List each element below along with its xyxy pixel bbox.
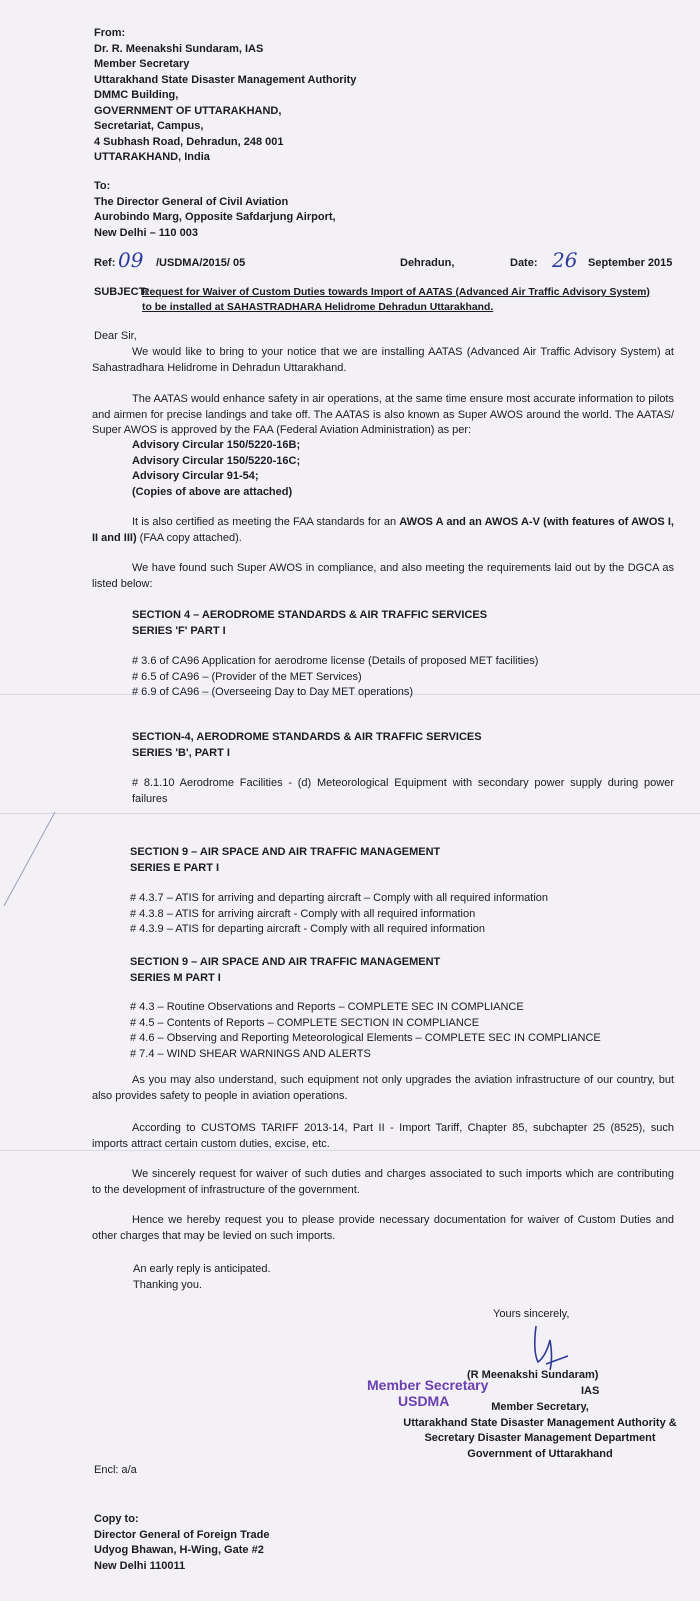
to-line: Aurobindo Marg, Opposite Safdarjung Airport, <box>94 211 336 223</box>
from-block <box>94 26 356 166</box>
from-line: GOVERNMENT OF UTTARAKHAND, <box>94 104 282 117</box>
section-series: SERIES E PART I <box>130 861 220 874</box>
date-month-year: September 2015 <box>588 257 673 269</box>
section-item: # 4.3.7 – ATIS for arriving and departing aircraft – Comply with all required information <box>130 892 548 904</box>
circular-item: Advisory Circular 150/5220-16C; <box>132 454 301 467</box>
section-heading <box>132 730 482 761</box>
section-series: SERIES 'F' PART I <box>132 624 226 637</box>
section-item: # 6.5 of CA96 – (Provider of the MET Services) <box>132 670 362 683</box>
section-item: # 4.5 – Contents of Reports – COMPLETE SECTION IN COMPLIANCE <box>130 1016 480 1029</box>
from-heading: From: <box>94 27 126 39</box>
thanking: Thanking you. <box>133 1278 203 1291</box>
paragraph: We sincerely request for waiver of such duties and charges associated to such imports which are contributing to the development of infrastructure of the government. <box>92 1168 674 1196</box>
section-items <box>130 1000 601 1062</box>
section-item: # 4.6 – Observing and Reporting Meteorological Elements – COMPLETE SEC IN COMPLIANCE <box>130 1032 601 1044</box>
subject-line: to be installed at SAHASTRADHARA Helidrome Dehradun Uttarakhand. <box>142 302 494 313</box>
from-line: Dr. R. Meenakshi Sundaram, IAS <box>94 42 264 55</box>
section-heading <box>132 608 487 639</box>
copy-to-block <box>94 1512 269 1574</box>
section-title: SECTION-4, AERODROME STANDARDS & AIR TRAFFIC SERVICES <box>132 731 482 743</box>
section-item: # 4.3 – Routine Observations and Reports – COMPLETE SEC IN COMPLIANCE <box>130 1001 524 1013</box>
ref-rest: /USDMA/2015/ 05 <box>156 257 246 269</box>
copy-to-line: Director General of Foreign Trade <box>94 1528 270 1541</box>
paragraph: We would like to bring to your notice that we are installing AATAS (Advanced Air Traffic Advisory System) at Sahastradhara Helidrome in Dehradun Uttarakhand. <box>92 346 674 374</box>
to-block <box>94 179 336 241</box>
early-reply: An early reply is anticipated. <box>133 1263 271 1275</box>
paragraph: According to CUSTOMS TARIFF 2013-14, Part II - Import Tariff, Chapter 85, subchapter 25 (8525), such imports attract certain custom duties, excise, etc. <box>92 1122 674 1150</box>
closing-lines <box>133 1262 271 1293</box>
copy-to-line: Udyog Bhawan, H-Wing, Gate #2 <box>94 1544 264 1556</box>
ref-label: Ref: <box>94 257 116 269</box>
section-item: # 4.3.8 – ATIS for arriving aircraft - Comply with all required information <box>130 907 476 920</box>
paragraph: The AATAS would enhance safety in air operations, at the same time ensure most accurate information to pilots and airmen for precise landings and take off. The AATAS is also known as Super AWOS around the world. The AATAS/ Super AWOS is approved by the FAA (Federal Aviation Administration) as per: <box>92 393 674 436</box>
to-heading: To: <box>94 180 111 192</box>
paragraph: Hence we hereby request you to please provide necessary documentation for waiver of Custom Duties and other charges that may be levied on such imports. <box>92 1214 674 1242</box>
from-line: Secretariat, Campus, <box>94 120 204 132</box>
cert-text: (FAA copy attached). <box>136 531 242 544</box>
scan-artifact <box>0 813 700 814</box>
ref-place: Dehradun, <box>400 257 455 269</box>
section-items <box>132 654 538 701</box>
signatory-line: Member Secretary, <box>491 1401 589 1413</box>
stamp-member-secretary: Member Secretary <box>367 1377 489 1393</box>
signatory-line: Uttarakhand State Disaster Management Authority & <box>403 1416 677 1429</box>
ref-number-handwritten: 09 <box>118 248 144 272</box>
yours-sincerely: Yours sincerely, <box>493 1308 570 1320</box>
salutation: Dear Sir, <box>94 330 137 342</box>
section-item: # 7.4 – WIND SHEAR WARNINGS AND ALERTS <box>130 1047 371 1060</box>
from-line: 4 Subhash Road, Dehradun, 248 001 <box>94 135 284 148</box>
section-heading <box>130 845 440 876</box>
subject-label: SUBJECT: <box>94 286 148 298</box>
circular-item: (Copies of above are attached) <box>132 485 293 498</box>
from-line: UTTARAKHAND, India <box>94 151 210 163</box>
date-label: Date: <box>510 257 538 269</box>
paragraph-certification <box>92 515 674 546</box>
signatory-line: Government of Uttarakhand <box>467 1447 613 1460</box>
signatory-ias: IAS <box>581 1385 600 1397</box>
stamp-usdma: USDMA <box>398 1393 450 1409</box>
circular-item: Advisory Circular 150/5220-16B; <box>132 439 301 451</box>
section-item: # 8.1.10 Aerodrome Facilities - (d) Meteorological Equipment with secondary power supply during power failures <box>132 777 674 805</box>
section-title: SECTION 9 – AIR SPACE AND AIR TRAFFIC MANAGEMENT <box>130 846 441 858</box>
copy-to-line: New Delhi 110011 <box>94 1559 186 1572</box>
from-line: Uttarakhand State Disaster Management Authority <box>94 73 357 86</box>
section-series: SERIES M PART I <box>130 971 221 984</box>
from-line: Member Secretary <box>94 58 190 70</box>
paragraph: As you may also understand, such equipment not only upgrades the aviation infrastructure of our country, but also provides safety to people in aviation operations. <box>92 1074 674 1102</box>
signatory-title <box>380 1400 700 1462</box>
section-items <box>130 891 548 938</box>
section-item: # 4.3.9 – ATIS for departing aircraft - Comply with all required information <box>130 923 486 935</box>
scan-stroke <box>0 810 60 910</box>
section-item: # 3.6 of CA96 Application for aerodrome license (Details of proposed MET facilities) <box>132 655 539 667</box>
enclosure: Encl: a/a <box>94 1464 137 1476</box>
circular-list <box>132 438 300 500</box>
section-title: SECTION 4 – AERODROME STANDARDS & AIR TRAFFIC SERVICES <box>132 609 488 621</box>
section-item: # 6.9 of CA96 – (Overseeing Day to Day MET operations) <box>132 686 414 698</box>
signatory-name: (R Meenakshi Sundaram) <box>467 1369 599 1381</box>
from-line: DMMC Building, <box>94 89 179 101</box>
signatory-line: Secretary Disaster Management Department <box>424 1432 656 1444</box>
paragraph: We have found such Super AWOS in compliance, and also meeting the requirements laid out by the DGCA as listed below: <box>92 562 674 590</box>
cert-bold-text: AWOS A and an AWOS A-V (with features of AWOS I, II and III) <box>92 516 674 544</box>
section-heading <box>130 955 440 986</box>
circular-item: Advisory Circular 91-54; <box>132 470 259 482</box>
section-series: SERIES 'B', PART I <box>132 746 230 759</box>
subject-line: Request for Waiver of Custom Duties towards Import of AATAS (Advanced Air Traffic Advisory System) <box>142 287 650 298</box>
cert-text: It is also certified as meeting the FAA standards for an <box>132 516 400 528</box>
to-line: The Director General of Civil Aviation <box>94 195 289 208</box>
copy-to-heading: Copy to: <box>94 1513 139 1525</box>
to-line: New Delhi – 110 003 <box>94 226 198 239</box>
date-day-handwritten: 26 <box>552 248 578 272</box>
section-title: SECTION 9 – AIR SPACE AND AIR TRAFFIC MANAGEMENT <box>130 956 441 968</box>
